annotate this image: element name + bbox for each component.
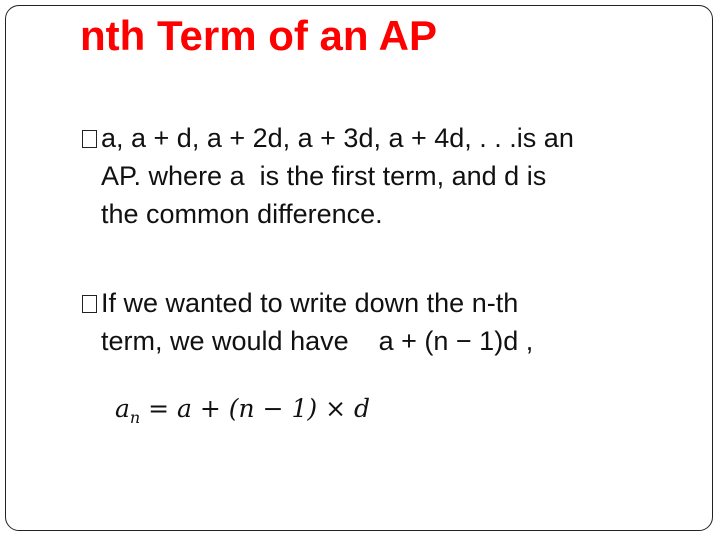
formula-rhs: = a + (n − 1) × d: [140, 394, 371, 423]
paragraph-1-line-3: the common difference.: [101, 199, 383, 229]
paragraph-1-text-1: a, a + d, a + 2d, a + 3d, a + 4d, . . .is an: [101, 123, 574, 153]
formula-subscript: n: [129, 408, 141, 427]
square-bullet-icon: [82, 295, 97, 313]
slide-title: nth Term of an AP: [80, 12, 437, 59]
nth-term-formula: [115, 394, 370, 427]
slide-frame: [5, 5, 713, 531]
paragraph-2-line-1: [82, 284, 682, 322]
paragraph-1-line-1: [82, 119, 682, 157]
paragraph-2-line-2: term, we would have a + (n − 1)d ,: [101, 326, 534, 356]
square-bullet-icon: [82, 130, 97, 148]
formula-lhs: a: [115, 394, 130, 423]
paragraph-1-line-2: AP. where a is the first term, and d is: [101, 161, 547, 191]
paragraph-2-text-1: If we wanted to write down the n-th: [101, 288, 519, 318]
bullet-paragraph-1: [82, 119, 682, 233]
bullet-paragraph-2: [82, 284, 682, 360]
